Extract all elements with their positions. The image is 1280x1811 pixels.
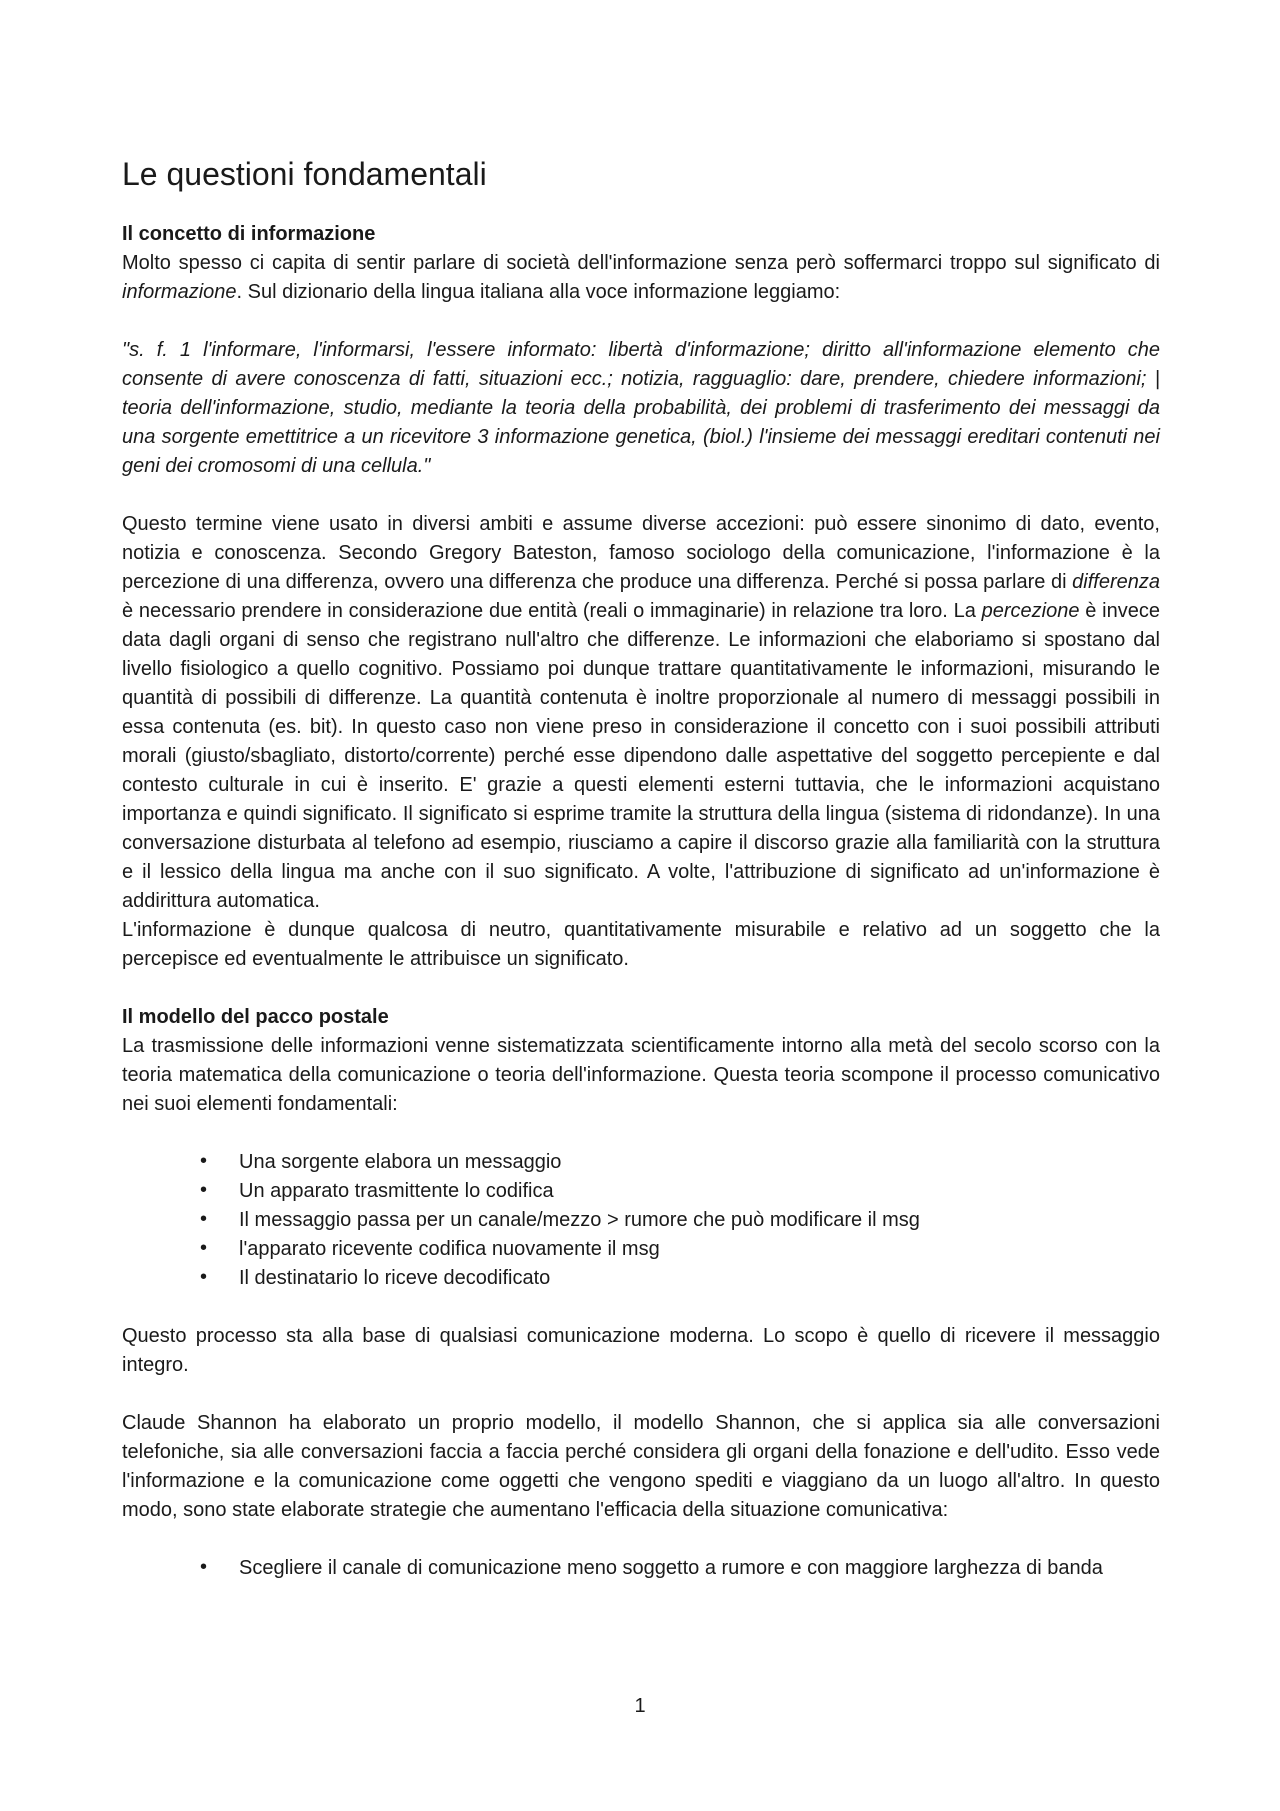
section-heading-pacco-postale: Il modello del pacco postale xyxy=(122,1006,389,1028)
section2-intro: La trasmissione delle informazioni venne sistematizzata scientificamente intorno alla metà del secolo scorso con la teoria matematica della comunicazione o teoria dell'informazione. Questa teoria scompone il processo comunicativo nei suoi elementi fondamentali: xyxy=(122,1035,1160,1115)
body-text-a: Questo termine viene usato in diversi ambiti e assume diverse accezioni: può essere sinonimo di dato, evento, notizia e conoscenza. Secondo Gregory Bateston, famoso sociologo della comunicazione, l'informazione è la percezione di una differenza, ovvero una differenza che produce una differenza. Perché si possa parlare di xyxy=(122,513,1160,593)
list-item-text: Il destinatario lo riceve decodificato xyxy=(239,1267,551,1289)
intro-emphasis: informazione xyxy=(122,281,237,303)
spacer xyxy=(122,481,1160,510)
list-item-text: Il messaggio passa per un canale/mezzo > rumore che può modificare il msg xyxy=(239,1209,920,1231)
bullet-icon: • xyxy=(200,1179,208,1201)
body-emphasis-differenza: differenza xyxy=(1072,571,1160,593)
list-item-text: Scegliere il canale di comunicazione meno soggetto a rumore e con maggiore larghezza di banda xyxy=(239,1557,1103,1579)
spacer xyxy=(122,1380,1160,1409)
bullet-icon: • xyxy=(200,1208,208,1230)
dictionary-quote: "s. f. 1 l'informare, l'informarsi, l'essere informato: libertà d'informazione; diritto all'informazione elemento che consente di avere conoscenza di fatti, situazioni ecc.; notizia, ragguaglio: dare, prendere, chiedere informazioni; | teoria dell'informazione, studio, mediante la teoria della probabilità, dei problemi di trasferimento dei messaggi da una sorgente emettitrice a un ricevitore 3 informazione genetica, (biol.) l'insieme dei messaggi ereditari contenuti nei geni dei cromosomi di una cellula." xyxy=(122,339,1160,477)
page-title: Le questioni fondamentali xyxy=(122,156,487,192)
communication-elements-list xyxy=(122,1148,1160,1293)
list-item xyxy=(122,1148,1160,1177)
list-item-text: l'apparato ricevente codifica nuovamente il msg xyxy=(239,1238,660,1260)
spacer xyxy=(122,1119,1160,1148)
body-text-b: è necessario prendere in considerazione due entità (reali o immaginarie) in relazione tra loro. La xyxy=(122,600,982,622)
strategies-list xyxy=(122,1554,1160,1583)
page-number: 1 xyxy=(634,1695,646,1717)
body-paragraph xyxy=(122,510,1160,916)
list-item xyxy=(122,1264,1160,1293)
body-text-c: è invece data dagli organi di senso che registrano null'altro che differenze. Le informazioni che elaboriamo si spostano dal livello fisiologico a quello cognitivo. Possiamo poi dunque trattare quantitativamente le informazioni, misurando le quantità di possibili di differenze. La quantità contenuta è inoltre proporzionale al numero di messaggi possibili in essa contenuta (es. bit). In questo caso non viene preso in considerazione il concetto con i suoi possibili attributi morali (giusto/sbagliato, distorto/corrente) perché esse dipendono dalle aspettative del soggetto percepiente e dal contesto culturale in cui è inserito. E' grazie a questi elementi esterni tuttavia, che le informazioni acquistano importanza e quindi significato. Il significato si esprime tramite la struttura della lingua (sistema di ridondanze). In una conversazione disturbata al telefono ad esempio, riusciamo a capire il discorso grazie alla familiarità con la struttura e il lessico della lingua ma anche con il suo significato. A volte, l'attribuzione di significato ad un'informazione è addirittura automatica. xyxy=(122,600,1160,912)
spacer xyxy=(122,307,1160,336)
spacer xyxy=(122,974,1160,1003)
list-item xyxy=(122,1554,1160,1583)
conclusion-paragraph: L'informazione è dunque qualcosa di neutro, quantitativamente misurabile e relativo ad un soggetto che la percepisce ed eventualmente le attribuisce un significato. xyxy=(122,919,1160,970)
intro-paragraph xyxy=(122,249,1160,307)
section2-paragraph-2: Questo processo sta alla base di qualsiasi comunicazione moderna. Lo scopo è quello di ricevere il messaggio integro. xyxy=(122,1325,1160,1376)
list-item-text: Un apparato trasmittente lo codifica xyxy=(239,1180,554,1202)
bullet-icon: • xyxy=(200,1150,208,1172)
section-heading-informazione: Il concetto di informazione xyxy=(122,223,376,245)
list-item xyxy=(122,1235,1160,1264)
bullet-icon: • xyxy=(200,1266,208,1288)
spacer xyxy=(122,1293,1160,1322)
list-item-text: Una sorgente elabora un messaggio xyxy=(239,1151,562,1173)
intro-text-a: Molto spesso ci capita di sentir parlare di società dell'informazione senza però soffermarci troppo sul significato di xyxy=(122,252,1160,274)
list-item xyxy=(122,1177,1160,1206)
intro-text-b: . Sul dizionario della lingua italiana alla voce informazione leggiamo: xyxy=(236,281,841,303)
page-content xyxy=(122,152,1160,1583)
bullet-icon: • xyxy=(200,1237,208,1259)
bullet-icon: • xyxy=(200,1556,208,1578)
body-emphasis-percezione: percezione xyxy=(981,600,1080,622)
list-item xyxy=(122,1206,1160,1235)
spacer xyxy=(122,1525,1160,1554)
section2-paragraph-3: Claude Shannon ha elaborato un proprio modello, il modello Shannon, che si applica sia alle conversazioni telefoniche, sia alle conversazioni faccia a faccia perché considera gli organi della fonazione e dell'udito. Esso vede l'informazione e la comunicazione come oggetti che vengono spediti e viaggiano da un luogo all'altro. In questo modo, sono state elaborate strategie che aumentano l'efficacia della situazione comunicativa: xyxy=(122,1412,1160,1521)
